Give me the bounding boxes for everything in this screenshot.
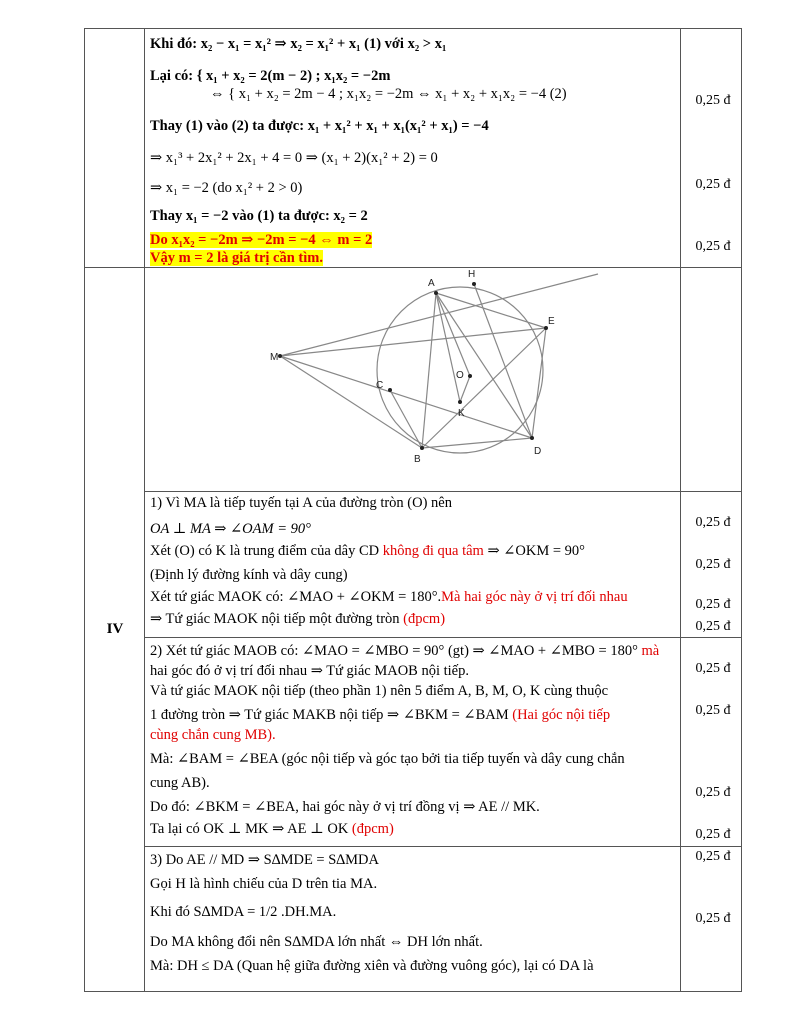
label-c: C [376, 380, 384, 391]
label-a: A [428, 278, 435, 289]
text-line: ⇔ { x₁ + x₂ = 2m − 4 ; x₁x₂ = −2m ⇔ x₁ + x₂ + x₁x₂ = −4 (2) [210, 86, 567, 102]
text-line: cung AB). [150, 775, 210, 791]
line-bd [422, 438, 532, 448]
label-k: K [458, 408, 465, 419]
score: 0,25 đ [695, 785, 731, 800]
text-line: (Định lý đường kính và dây cung) [150, 567, 348, 583]
point-m [278, 354, 282, 358]
line-ao [436, 293, 470, 376]
score: 0,25 đ [695, 661, 731, 676]
line-me [280, 328, 546, 356]
score: 0,25 đ [695, 911, 731, 926]
text-line: Mà: ∠BAM = ∠BEA (góc nội tiếp và góc tạo bởi tia tiếp tuyến và dây cung chắn [150, 751, 625, 767]
part2-cell [146, 638, 678, 846]
text-line: Ta lại có OK ⊥ MK ⇒ AE ⊥ OK (đpcm) [150, 821, 394, 837]
line-mb [280, 356, 422, 448]
text-line: 2) Xét tứ giác MAOB có: ∠MAO = ∠MBO = 90° (gt) ⇒ ∠MAO + ∠MBO = 180° mà [150, 643, 660, 659]
text-line: 3) Do AE // MD ⇒ S∆MDE = S∆MDA [150, 852, 380, 868]
text-line: 1) Vì MA là tiếp tuyến tại A của đường tròn (O) nên [150, 495, 452, 511]
text-line: Do đó: ∠BKM = ∠BEA, hai góc này ở vị trí đồng vị ⇒ AE // MK. [150, 799, 540, 815]
label-h: H [468, 269, 476, 280]
text-line: cùng chắn cung MB). [150, 727, 276, 743]
point-o [468, 374, 472, 378]
text-line: Thay (1) vào (2) ta được: x₁ + x₁² + x₁ + x₁(x₁² + x₁) = −4 [150, 118, 489, 134]
text-line: Mà: DH ≤ DA (Quan hệ giữa đường xiên và đường vuông góc), lại có DA là [150, 958, 594, 974]
score: 0,25 đ [695, 93, 731, 108]
point-c [388, 388, 392, 392]
score: 0,25 đ [695, 597, 731, 612]
text-line: Lại có: { x₁ + x₂ = 2(m − 2) ; x₁x₂ = −2m [150, 68, 391, 84]
text-line: Xét tứ giác MAOK có: ∠MAO + ∠OKM = 180°.Mà hai góc này ở vị trí đối nhau [150, 589, 628, 605]
score: 0,25 đ [695, 557, 731, 572]
figure-cell [146, 268, 678, 490]
score: 0,25 đ [695, 619, 731, 634]
text-line: Khi đó S∆MDA = 1/2 .DH.MA. [150, 904, 337, 920]
score: 0,25 đ [695, 515, 731, 530]
text-line: ⇒ x₁³ + 2x₁² + 2x₁ + 4 = 0 ⇒ (x₁ + 2)(x₁² + 2) = 0 [150, 150, 438, 166]
line-hd [474, 284, 532, 438]
highlighted-text: Vậy m = 2 là giá trị cần tìm. [150, 250, 323, 266]
text-line: 1 đường tròn ⇒ Tứ giác MAKB nội tiếp ⇒ ∠BKM = ∠BAM (Hai góc nội tiếp [150, 707, 611, 723]
text-line: Thay x₁ = −2 vào (1) ta được: x₂ = 2 [150, 208, 368, 224]
text-line: Do MA không đổi nên S∆MDA lớn nhất ⇔ DH lớn nhất. [150, 934, 483, 950]
score: 0,25 đ [695, 703, 731, 718]
text-line: Xét (O) có K là trung điểm của dây CD không đi qua tâm ⇒ ∠OKM = 90° [150, 543, 585, 559]
label-m: M [270, 352, 279, 363]
highlighted-text: Do x₁x₂ = −2m ⇒ −2m = −4 ⇔ m = 2 [150, 232, 373, 248]
text-line: Khi đó: x₂ − x₁ = x₁² ⇒ x₂ = x₁² + x₁ (1) với x₂ > x₁ [150, 36, 447, 52]
text-line: OA ⊥ MA ⇒ ∠OAM = 90° [150, 521, 311, 537]
tangent-ma [280, 274, 598, 356]
score: 0,25 đ [695, 827, 731, 842]
text-line: ⇒ x₁ = −2 (do x₁² + 2 > 0) [150, 180, 303, 196]
part1-cell [146, 492, 678, 637]
answer-table [84, 28, 742, 992]
part-top-cell [146, 29, 678, 267]
highlight-line [150, 249, 674, 267]
point-a [434, 291, 438, 295]
text-line: ⇒ Tứ giác MAOK nội tiếp một đường tròn (đpcm) [150, 611, 446, 627]
line-ab [422, 293, 436, 448]
label-d: D [534, 446, 542, 457]
label-o: O [456, 370, 464, 381]
part3-cell [146, 847, 678, 992]
line-ae [436, 293, 546, 328]
line-ad [436, 293, 532, 438]
line-md [280, 356, 532, 438]
label-e: E [548, 316, 555, 327]
score: 0,25 đ [695, 849, 731, 864]
point-k [458, 400, 462, 404]
point-d [530, 436, 534, 440]
line-ak [436, 293, 460, 402]
point-b [420, 446, 424, 450]
section-label: IV [106, 621, 124, 637]
geometry-figure [146, 268, 678, 490]
text-line: hai góc đó ở vị trí đối nhau ⇒ Tứ giác MAOB nội tiếp. [150, 663, 469, 679]
point-h [472, 282, 476, 286]
text-line: Gọi H là hình chiếu của D trên tia MA. [150, 876, 378, 892]
label-b: B [414, 454, 421, 465]
score: 0,25 đ [695, 177, 731, 192]
line-bc [390, 390, 422, 448]
highlight-line [150, 231, 674, 249]
score: 0,25 đ [695, 239, 731, 254]
text-line: Và tứ giác MAOK nội tiếp (theo phần 1) nên 5 điểm A, B, M, O, K cùng thuộc [150, 683, 609, 699]
